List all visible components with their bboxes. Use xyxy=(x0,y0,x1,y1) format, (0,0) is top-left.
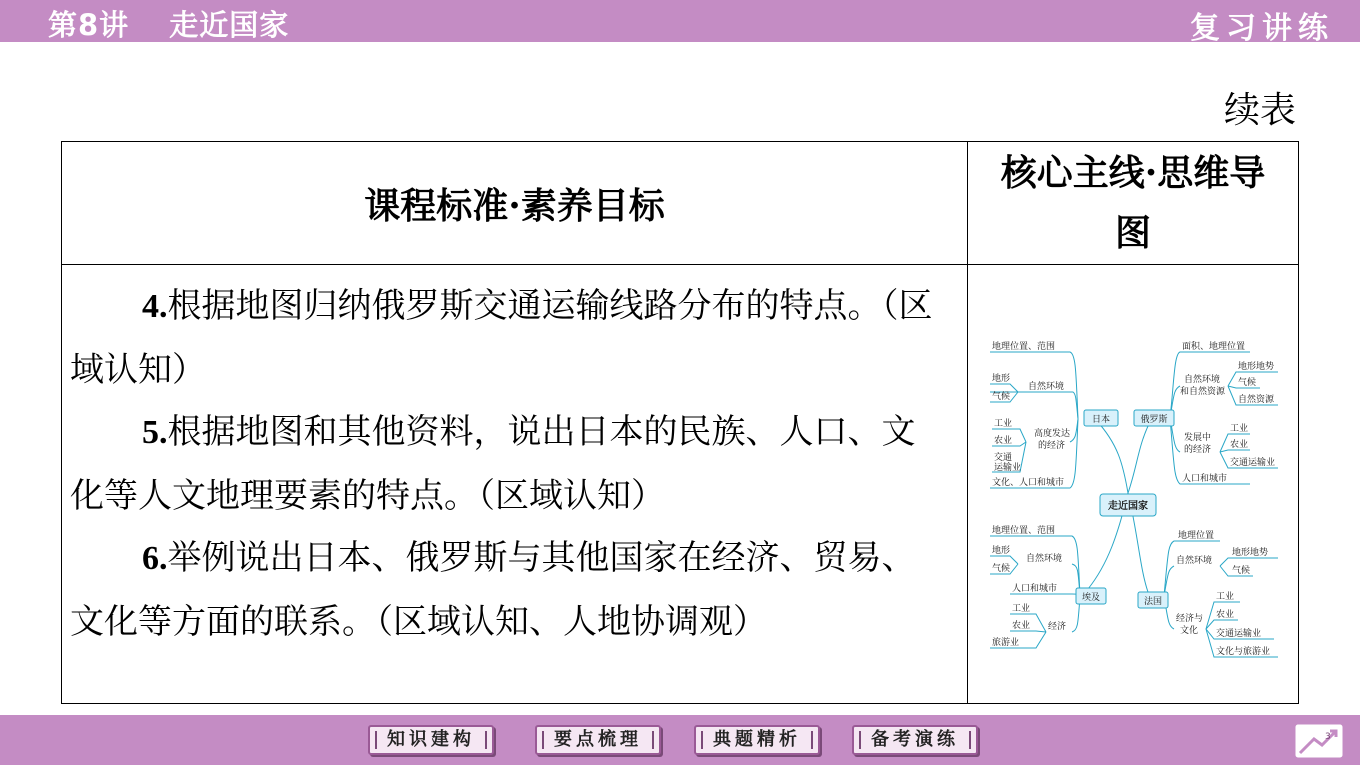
node-russia: 俄罗斯 xyxy=(1140,415,1168,425)
mm-label: 旅游业 xyxy=(992,638,1020,648)
nav-exam-practice-button[interactable]: 备考演练 xyxy=(852,725,978,755)
mm-label: 自然环境 xyxy=(1026,554,1063,564)
mm-label: 自然环境 xyxy=(1028,382,1065,392)
mm-label: 工业 xyxy=(1216,592,1235,602)
mm-label: 气候 xyxy=(1232,566,1251,576)
nav-example-analysis-button[interactable]: 典题精析 xyxy=(694,725,820,755)
mm-label: 自然资源 xyxy=(1238,395,1275,405)
mm-label: 文化与旅游业 xyxy=(1216,647,1271,657)
mm-label: 文化 xyxy=(1180,626,1199,636)
lecture-title: 走近国家 xyxy=(169,8,290,42)
mm-label: 工业 xyxy=(994,419,1013,429)
mm-label: 的经济 xyxy=(1184,445,1212,455)
top-banner xyxy=(0,0,1360,46)
objective-number: 4. xyxy=(142,288,168,325)
objective-number: 5. xyxy=(142,414,168,451)
mm-label: 地理位置 xyxy=(1178,531,1215,541)
mm-label: 气候 xyxy=(992,392,1011,402)
mm-label: 地理位置、范围 xyxy=(992,526,1056,536)
mm-label: 自然环境 xyxy=(1176,556,1213,566)
mm-label: 地形地势 xyxy=(1232,548,1269,558)
objective-text: 根据地图归纳俄罗斯交通运输线路分布的特点。（区域认知） xyxy=(70,286,933,390)
lecture-heading xyxy=(48,3,289,44)
mm-label: 地形 xyxy=(992,374,1011,384)
mm-label: 工业 xyxy=(1230,424,1249,434)
mm-label: 交通运输业 xyxy=(1230,458,1276,468)
mm-label: 高度发达 xyxy=(1034,429,1071,439)
nav-key-points-button[interactable]: 要点梳理 xyxy=(535,725,661,755)
mm-label: 农业 xyxy=(1012,621,1031,631)
continued-label: 续表 xyxy=(1223,90,1296,131)
objectives-cell xyxy=(62,265,968,704)
mind-map xyxy=(988,304,1278,664)
node-egypt: 埃及 xyxy=(1081,593,1101,603)
bottom-nav-bar xyxy=(0,715,1360,765)
objective-text: 举例说出日本、俄罗斯与其他国家在经济、贸易、文化等方面的联系。（区域认知、人地协调观） xyxy=(70,538,916,642)
mm-label: 人口和城市 xyxy=(1182,474,1228,484)
nav-knowledge-structure-button[interactable]: 知识建构 xyxy=(368,725,494,755)
objective-number: 6. xyxy=(142,540,168,577)
objective-text: 根据地图和其他资料，说出日本的民族、人口、文化等人文地理要素的特点。（区域认知） xyxy=(70,412,916,516)
section-title: 复习讲练 xyxy=(1190,11,1334,46)
mm-label: 和自然资源 xyxy=(1180,387,1226,397)
mm-label: 发展中 xyxy=(1184,433,1212,443)
col2-header-line1: 核心主线·思维导 xyxy=(1000,152,1266,194)
objective-item xyxy=(70,275,945,401)
objective-item xyxy=(70,401,945,527)
mm-label: 经济 xyxy=(1048,622,1067,632)
mm-label: 运输业 xyxy=(994,463,1022,473)
mm-label: 农业 xyxy=(1216,610,1235,620)
mm-label: 工业 xyxy=(1012,604,1031,614)
mm-label: 面积、地理位置 xyxy=(1182,342,1246,352)
col1-header xyxy=(62,142,968,265)
mm-label: 地理位置、范围 xyxy=(992,342,1056,352)
mm-label: 气候 xyxy=(1238,378,1257,388)
mm-label: 交通 xyxy=(994,453,1013,463)
page-number-icon[interactable] xyxy=(1294,723,1348,761)
mindmap-cell xyxy=(968,265,1299,704)
mm-label: 农业 xyxy=(1230,440,1249,450)
mm-label: 人口和城市 xyxy=(1012,584,1058,594)
node-japan: 日本 xyxy=(1091,415,1111,425)
mm-label: 经济与 xyxy=(1176,614,1204,624)
page-number: 3 xyxy=(1325,732,1331,742)
mm-label: 交通运输业 xyxy=(1216,629,1262,639)
mm-label: 地形地势 xyxy=(1238,362,1275,372)
mindmap-center: 走近国家 xyxy=(1108,501,1148,512)
mm-label: 农业 xyxy=(994,436,1013,446)
mm-label: 地形 xyxy=(992,546,1011,556)
mm-label: 文化、人口和城市 xyxy=(992,478,1065,488)
mm-label: 气候 xyxy=(992,564,1011,574)
standards-table xyxy=(61,141,1299,704)
col2-header-line2: 图 xyxy=(1114,212,1151,254)
node-france: 法国 xyxy=(1143,597,1163,607)
mm-label: 的经济 xyxy=(1038,441,1066,451)
col1-header-text: 课程标准·素养目标 xyxy=(364,184,665,227)
objective-item xyxy=(70,527,945,653)
mm-label: 自然环境 xyxy=(1184,375,1221,385)
col2-header xyxy=(968,142,1299,265)
lecture-number: 第8讲 xyxy=(48,8,130,42)
